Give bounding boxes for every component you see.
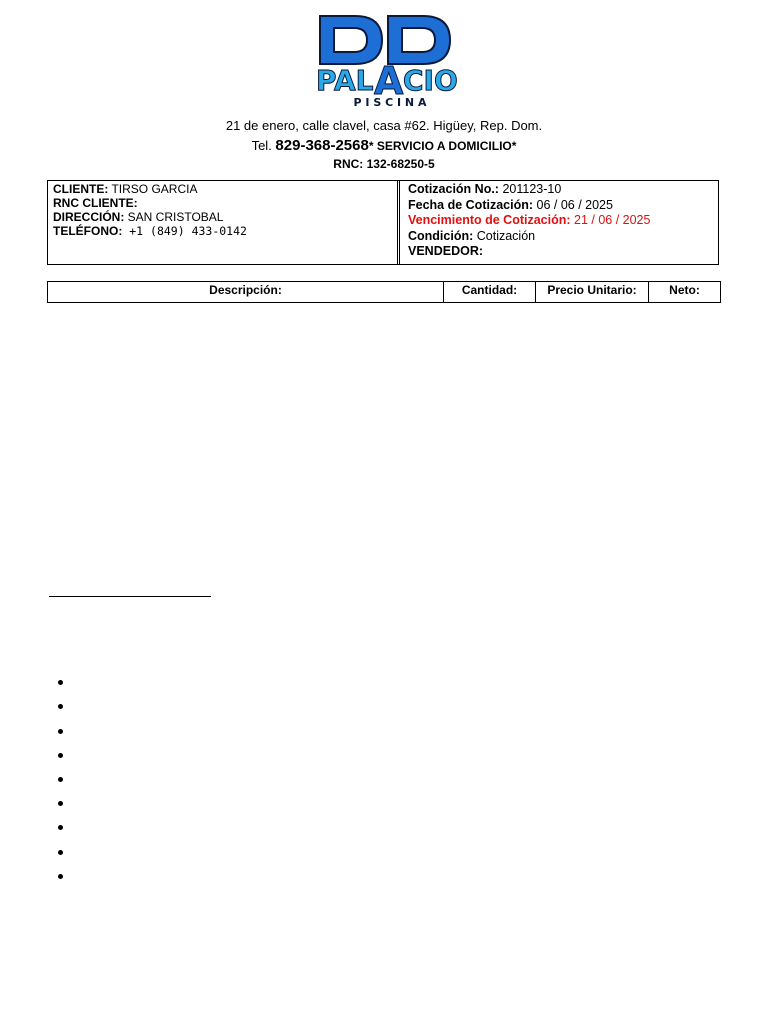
signature-line [49,596,211,597]
client-panel [48,181,400,264]
column-quantity: Cantidad: [444,282,536,302]
notes-bullet-list [58,673,63,891]
bullet-dot-icon [58,850,63,855]
quote-condition-row [408,229,713,245]
client-address-row [53,210,392,224]
bullet-dot-icon [58,729,63,734]
bullet-dot-icon [58,680,63,685]
client-address-value: SAN CRISTOBAL [124,210,224,224]
quote-condition-value: Cotización [473,228,536,243]
quote-number-row [408,182,713,198]
company-address: 21 de enero, calle clavel, casa #62. Higüey, Rep. Dom. [225,118,543,133]
quote-seller-row [408,244,713,260]
bullet-dot-icon [58,874,63,879]
column-unit-price: Precio Unitario: [536,282,649,302]
bullet-item [58,697,63,721]
quote-expiry-value: 21 / 06 / 2025 [570,213,651,227]
bullet-item [58,842,63,866]
logo-text-a: A [374,59,404,103]
company-phone-line [0,137,768,154]
palacio-piscina-logo [310,10,470,110]
quote-number-value: 201123-10 [498,182,562,196]
bullet-item [58,746,63,770]
column-description: Descripción: [48,282,444,302]
client-name-value: TIRSO GARCIA [108,182,198,196]
quote-number-label: Cotización No.: [408,182,499,196]
quote-expiry-row [408,213,713,229]
quote-info-box [47,180,719,265]
bullet-item [58,867,63,891]
quote-panel [403,181,718,264]
bullet-dot-icon [58,825,63,830]
bullet-item [58,794,63,818]
bullet-item [58,818,63,842]
column-net: Neto: [669,283,700,297]
quote-seller-label: VENDEDOR: [408,244,484,258]
quote-date-label: Fecha de Cotización: [408,197,534,212]
client-rnc-label: RNC CLIENTE: [53,196,138,210]
client-phone-value: +1 (849) 433-0142 [122,224,247,238]
client-name-label: CLIENTE: [53,182,109,196]
tel-prefix: Tel. [251,138,276,153]
items-table-header [47,281,721,303]
company-rnc: RNC: 132-68250-5 [333,157,435,171]
client-phone-label: TELÉFONO: [53,224,123,238]
client-rnc-row [53,196,392,210]
bullet-dot-icon [58,777,63,782]
bullet-dot-icon [58,753,63,758]
quote-condition-label: Condición: [408,228,474,243]
quote-date-value: 06 / 06 / 2025 [533,197,613,212]
logo-text-pal: PAL [316,64,374,97]
client-phone-row [53,224,392,238]
bullet-item [58,770,63,794]
bullet-dot-icon [58,704,63,709]
bullet-item [58,673,63,697]
bullet-dot-icon [58,801,63,806]
logo-subtitle: P I S C I N A [353,96,427,109]
client-name-row [53,182,392,196]
client-address-label: DIRECCIÓN: [53,210,125,224]
bullet-item [58,721,63,745]
logo-text-cio: CIO [403,64,458,97]
quote-expiry-label: Vencimiento de Cotización: [408,213,571,227]
tel-service: * SERVICIO A DOMICILIO* [368,139,517,153]
tel-number: 829-368-2568 [275,137,369,154]
quote-date-row [408,198,713,214]
